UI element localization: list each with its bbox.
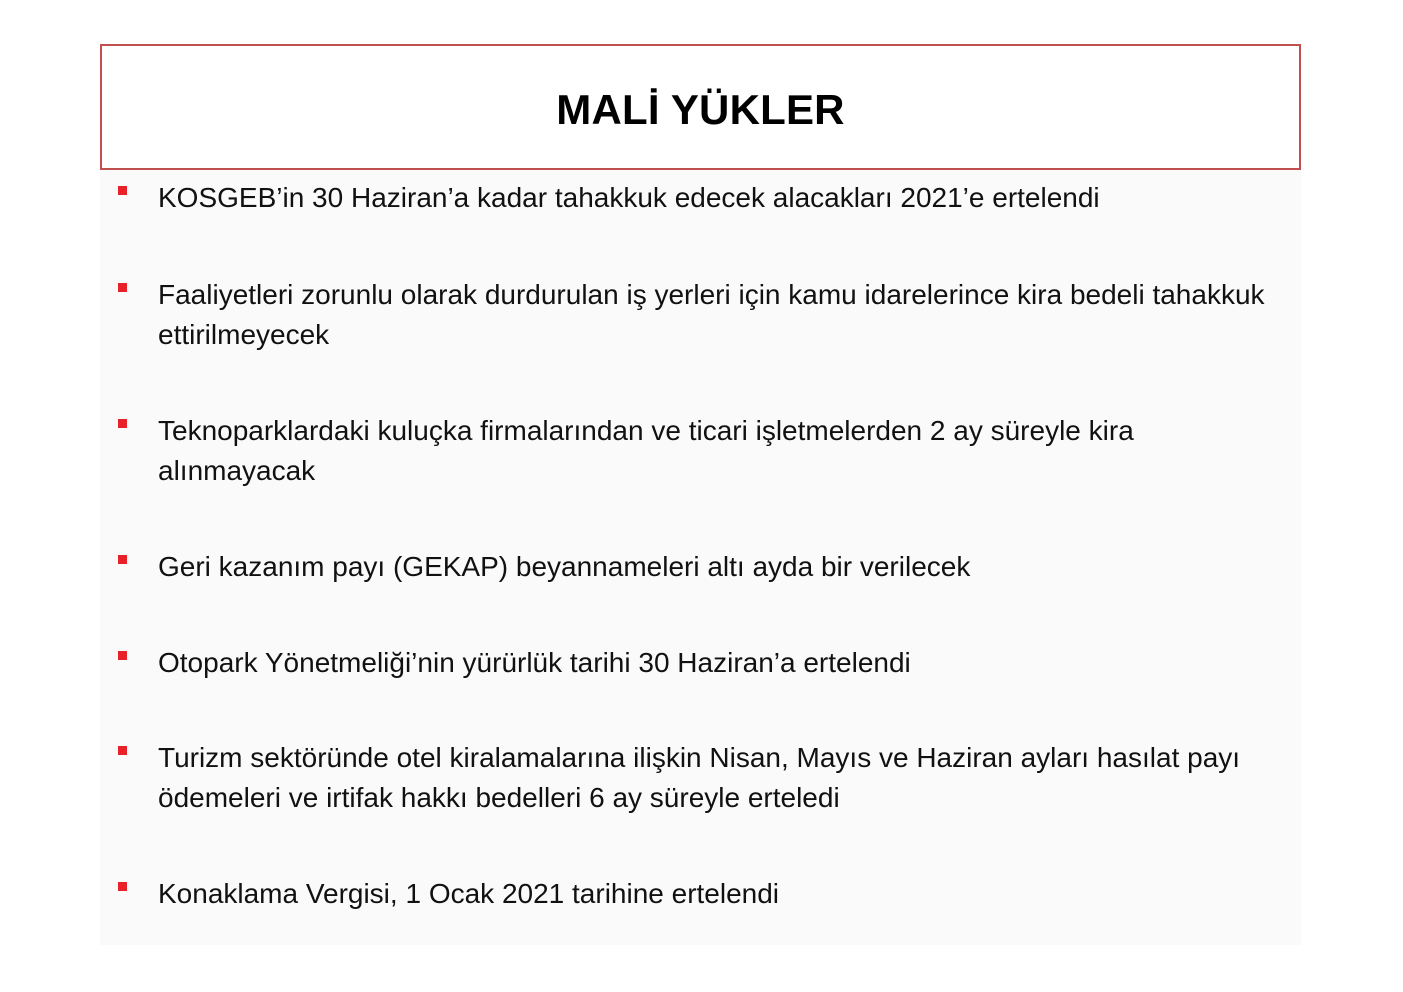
square-bullet-icon (118, 555, 127, 564)
list-item-text: Turizm sektöründe otel kiralamalarına ilişkin Nisan, Mayıs ve Haziran ayları hasılat payı ödemeleri ve irtifak hakkı bedelleri 6 ay süreyle erteledi (158, 742, 1241, 813)
slide (100, 44, 1301, 945)
title-box (100, 44, 1301, 170)
list-item-text: Otopark Yönetmeliği’nin yürürlük tarihi 30 Haziran’a ertelendi (158, 647, 911, 678)
square-bullet-icon (118, 746, 127, 755)
list-item-text: KOSGEB’in 30 Haziran’a kadar tahakkuk edecek alacakları 2021’e ertelendi (158, 182, 1100, 213)
square-bullet-icon (118, 651, 127, 660)
list-item-text: Konaklama Vergisi, 1 Ocak 2021 tarihine ertelendi (158, 878, 780, 909)
square-bullet-icon (118, 283, 127, 292)
square-bullet-icon (118, 186, 127, 195)
list-item-text: Teknoparklardaki kuluçka firmalarından ve ticari işletmelerden 2 ay süreyle kira alınmayacak (158, 415, 1134, 486)
list-item-text: Faaliyetleri zorunlu olarak durdurulan iş yerleri için kamu idarelerince kira bedeli tahakkuk ettirilmeyecek (158, 279, 1265, 350)
square-bullet-icon (118, 419, 127, 428)
square-bullet-icon (118, 882, 127, 891)
page-title: MALİ YÜKLER (556, 86, 845, 133)
list-item-text: Geri kazanım payı (GEKAP) beyannameleri altı ayda bir verilecek (158, 551, 971, 582)
